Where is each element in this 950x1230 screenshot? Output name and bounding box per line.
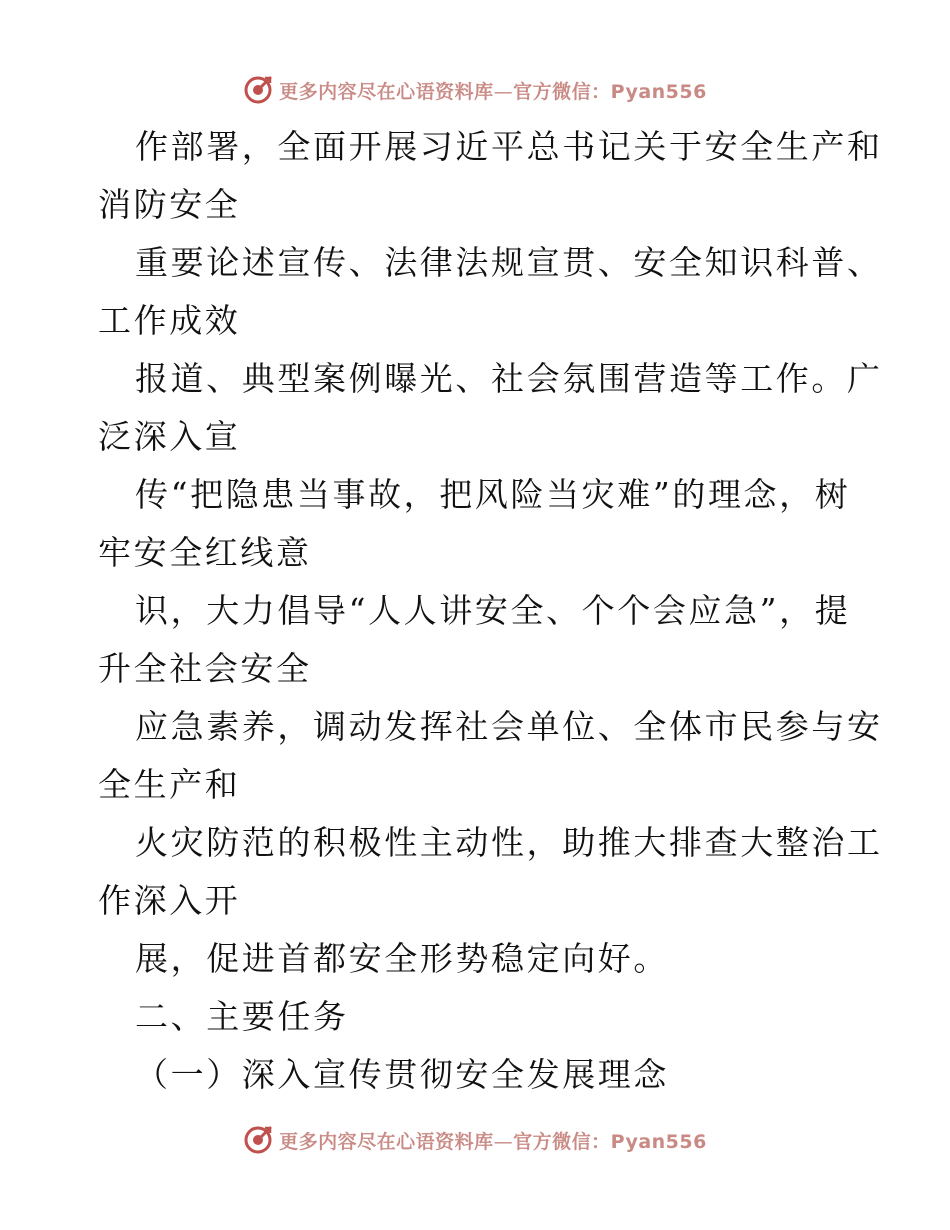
text-line: 消防安全 xyxy=(98,185,241,224)
text-line: 火灾防范的积极性主动性，助推大排查大整治工 xyxy=(135,823,883,862)
watermark-text: 更多内容尽在心语资料库—官方微信：Pyan556 xyxy=(279,1130,707,1153)
text-line: 应急素养，调动发挥社会单位、全体市民参与安 xyxy=(135,707,883,746)
text-line: 二、主要任务 xyxy=(135,997,349,1036)
document-body xyxy=(98,118,883,1104)
text-line: 泛深入宣 xyxy=(98,417,241,456)
text-line: 全生产和 xyxy=(98,765,241,804)
footer-watermark xyxy=(0,1120,950,1160)
text-line: 牢安全红线意 xyxy=(98,533,312,572)
header-watermark xyxy=(0,70,950,110)
text-line: 作部署，全面开展习近平总书记关于安全生产和 xyxy=(135,127,883,166)
text-line: 工作成效 xyxy=(98,301,241,340)
logo-icon xyxy=(243,1125,273,1155)
watermark-text: 更多内容尽在心语资料库—官方微信：Pyan556 xyxy=(279,80,707,103)
logo-icon xyxy=(243,75,273,105)
text-line: 识，大力倡导“人人讲安全、个个会应急”，提 xyxy=(135,591,851,630)
text-line: 升全社会安全 xyxy=(98,649,312,688)
text-line: 作深入开 xyxy=(98,881,241,920)
text-line: 传“把隐患当事故，把风险当灾难”的理念，树 xyxy=(135,475,851,514)
text-line: 重要论述宣传、法律法规宣贯、安全知识科普、 xyxy=(135,243,883,282)
text-line: 报道、典型案例曝光、社会氛围营造等工作。广 xyxy=(135,359,883,398)
text-line: 展，促进首都安全形势稳定向好。 xyxy=(135,939,669,978)
text-line: （一）深入宣传贯彻安全发展理念 xyxy=(135,1055,669,1094)
